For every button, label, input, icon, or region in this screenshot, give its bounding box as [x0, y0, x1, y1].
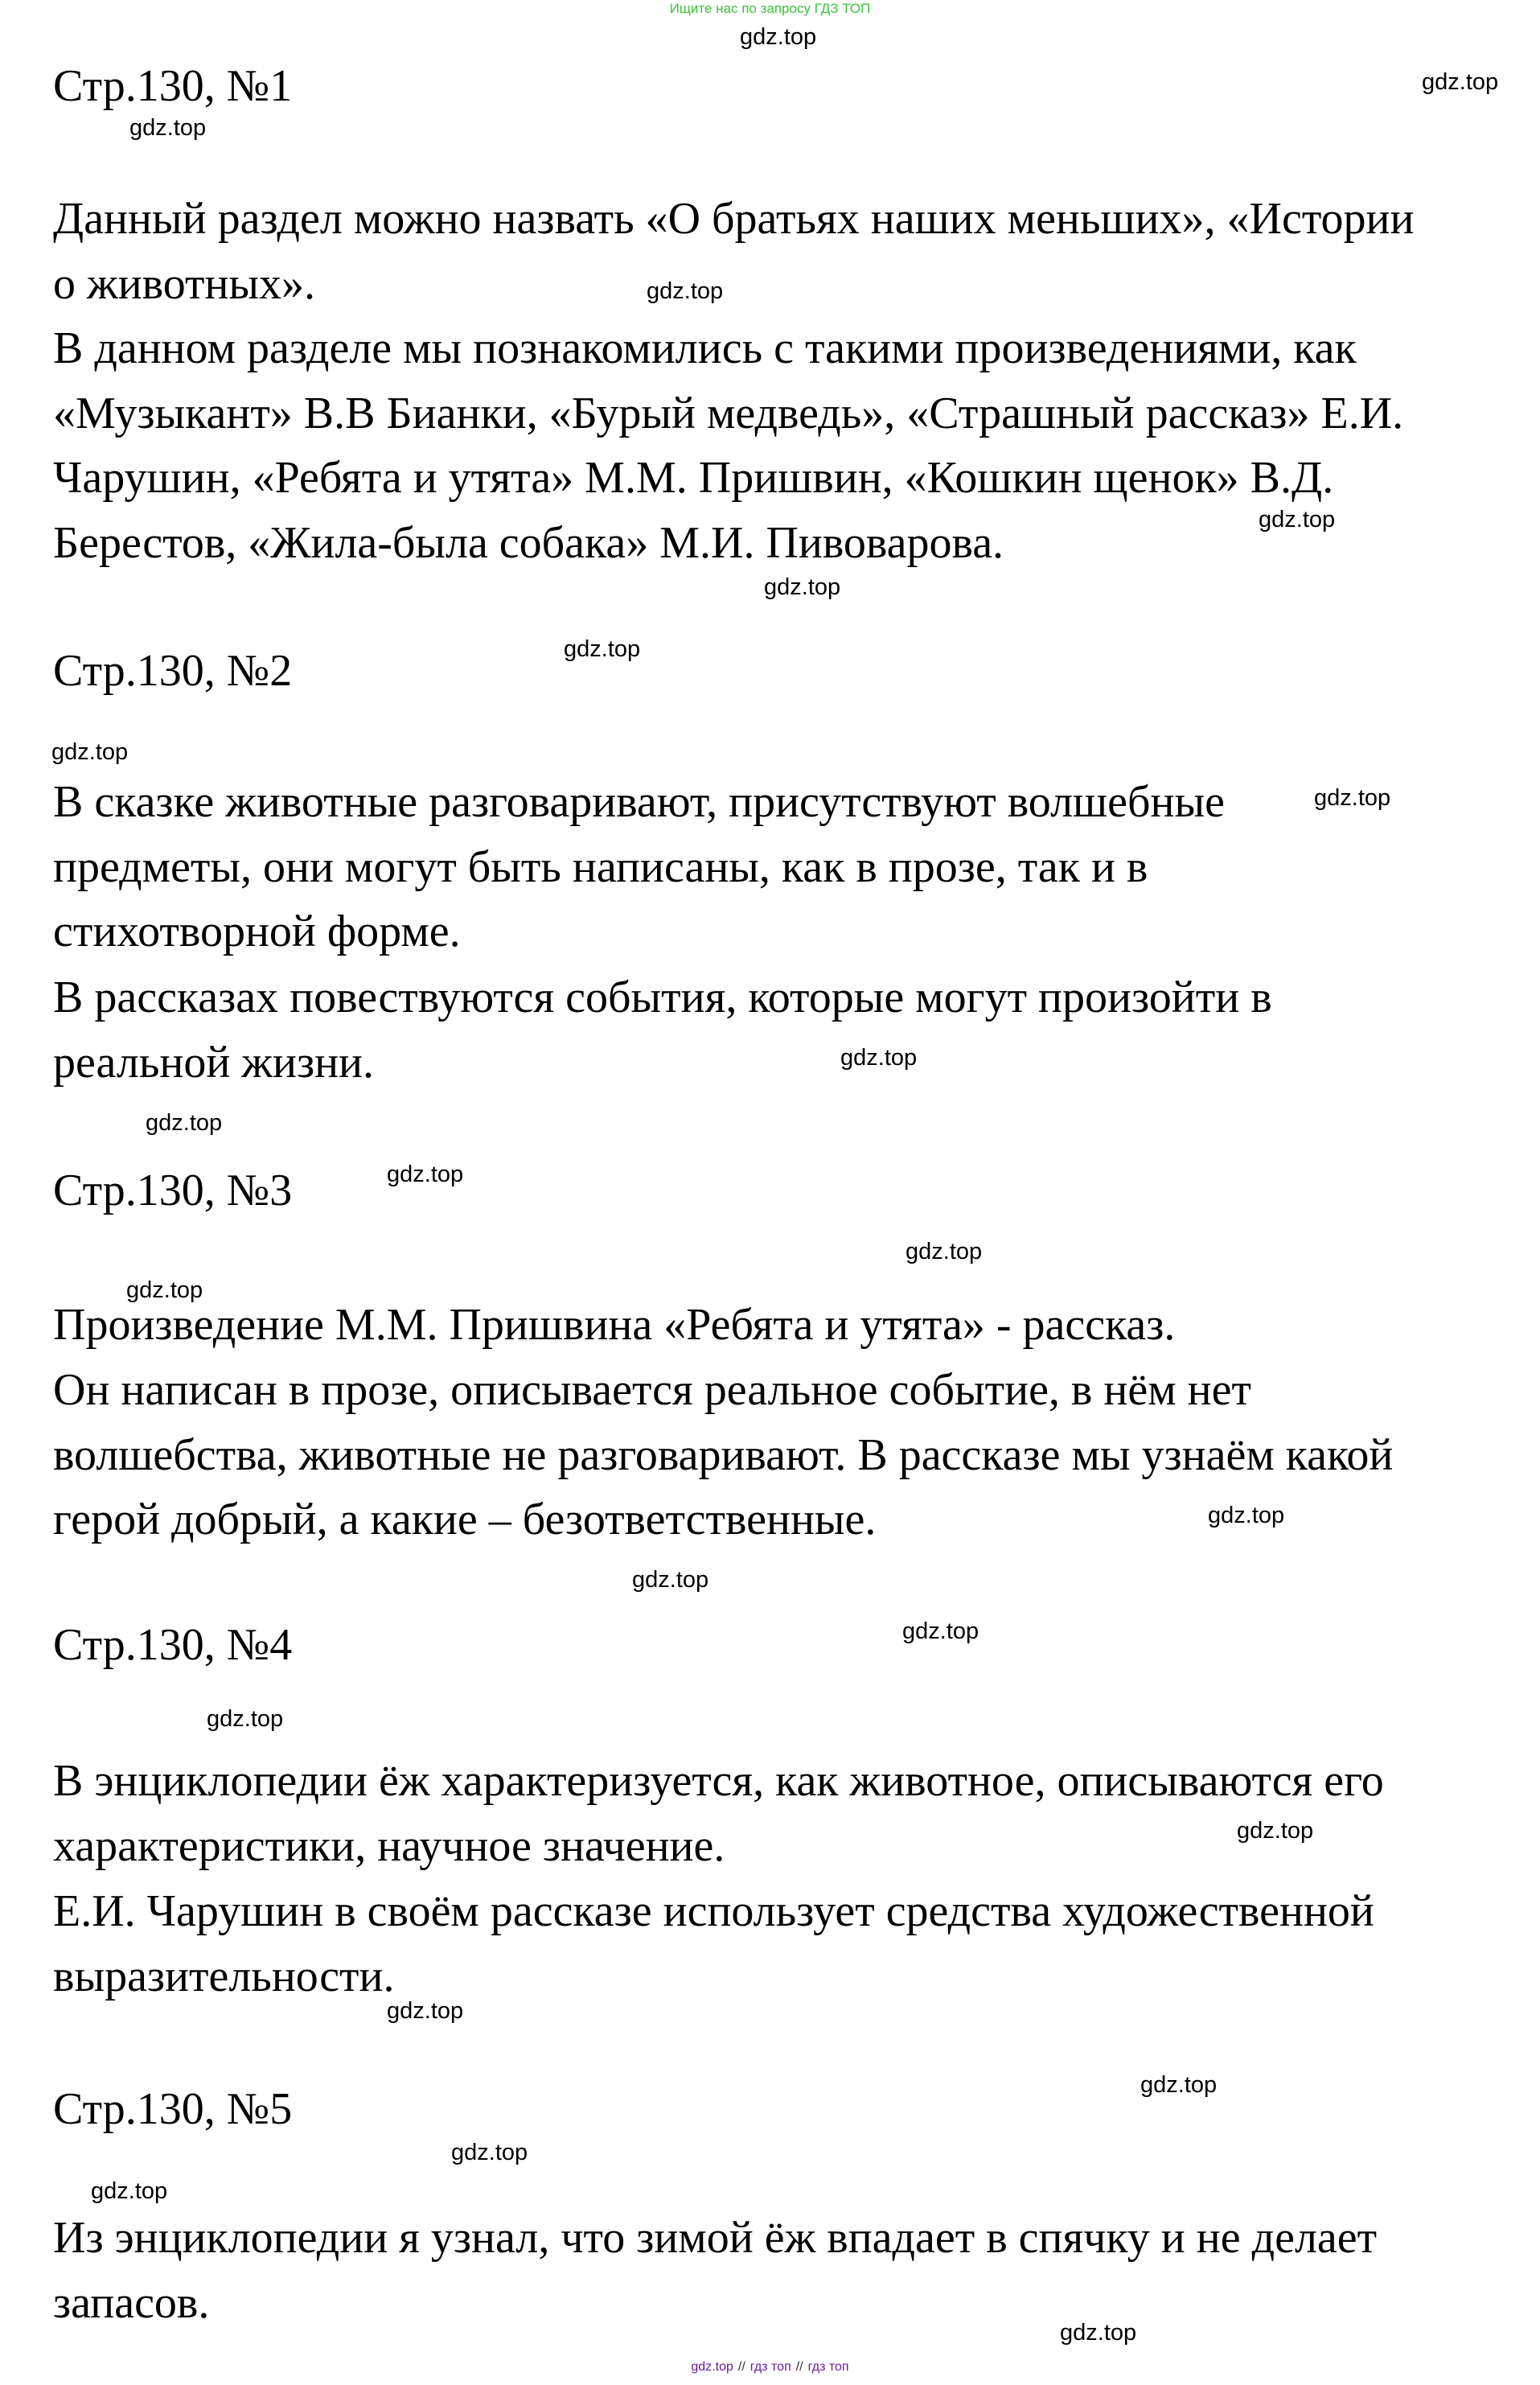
- watermark: gdz.top: [51, 739, 129, 765]
- watermark: gdz.top: [1314, 785, 1391, 811]
- footer-separator: //: [737, 2360, 745, 2374]
- watermark: gdz.top: [1259, 507, 1336, 533]
- watermark: gdz.top: [91, 2178, 168, 2204]
- text-line: «Музыкант» В.В Бианки, «Бурый медведь», «Страшный рассказ» Е.И.: [53, 388, 1404, 438]
- section-3-paragraph-1: [53, 1293, 1501, 1358]
- text-line: В энциклопедии ёж характеризуется, как животное, описываются его: [53, 1756, 1384, 1806]
- section-heading-1: Стр.130, №1: [53, 61, 293, 111]
- footer-separator: //: [795, 2360, 803, 2374]
- text-line: В данном разделе мы познакомились с такими произведениями, как: [53, 323, 1357, 373]
- section-1-paragraph-1: [53, 187, 1501, 316]
- text-line: Произведение М.М. Пришвина «Ребята и утята» - рассказ.: [53, 1300, 1176, 1350]
- watermark: gdz.top: [564, 636, 641, 662]
- footer-links: [0, 2358, 1540, 2376]
- watermark: gdz.top: [146, 1110, 223, 1136]
- text-line: предметы, они могут быть написаны, как в прозе, так и в: [53, 841, 1148, 892]
- watermark: gdz.top: [906, 1239, 983, 1264]
- watermark: gdz.top: [764, 574, 841, 600]
- watermark: gdz.top: [1422, 69, 1499, 95]
- section-heading-4: Стр.130, №4: [53, 1620, 293, 1670]
- text-line: выразительности.: [53, 1951, 395, 2001]
- text-line: волшебства, животные не разговаривают. В рассказе мы узнаём какой: [53, 1429, 1394, 1480]
- watermark: gdz.top: [840, 1045, 918, 1071]
- section-4-paragraph-2: [53, 1879, 1501, 2009]
- top-banner[interactable]: [0, 0, 1540, 18]
- watermark: gdz.top: [1140, 2072, 1218, 2098]
- watermark: gdz.top: [1208, 1503, 1285, 1528]
- section-4-paragraph-1: [53, 1749, 1501, 1878]
- text-line: В рассказах повествуются события, которые могут произойти в: [53, 973, 1272, 1022]
- footer-link-gdz-top[interactable]: gdz.top: [691, 2360, 733, 2374]
- section-heading-5: Стр.130, №5: [53, 2084, 293, 2134]
- watermark: gdz.top: [1237, 1818, 1314, 1844]
- text-line: В сказке животные разговаривают, присутствуют волшебные: [53, 777, 1225, 827]
- section-1-paragraph-2: [53, 316, 1501, 575]
- text-line: стихотворной форме.: [53, 907, 461, 956]
- watermark: gdz.top: [387, 1162, 464, 1187]
- watermark: gdz.top: [207, 1706, 284, 1732]
- watermark: gdz.top: [1060, 2320, 1137, 2346]
- watermark: gdz.top: [740, 24, 817, 50]
- text-line: характеристики, научное значение.: [53, 1820, 725, 1871]
- watermark: gdz.top: [902, 1618, 979, 1644]
- text-line: Берестов, «Жила-была собака» М.И. Пивоварова.: [53, 517, 1004, 568]
- text-line: запасов.: [53, 2277, 210, 2328]
- watermark: gdz.top: [647, 278, 724, 304]
- banner-link[interactable]: Ищите нас по запросу ГДЗ ТОП: [669, 1, 871, 16]
- text-line: Он написан в прозе, описывается реальное событие, в нём нет: [53, 1365, 1251, 1415]
- watermark: gdz.top: [126, 1277, 203, 1303]
- watermark: gdz.top: [387, 1998, 464, 2024]
- section-2-paragraph-1: [53, 770, 1501, 964]
- section-5-paragraph-1: [53, 2206, 1501, 2335]
- footer-link-gdz-top-ru-2[interactable]: гдз топ: [807, 2360, 849, 2374]
- section-2-paragraph-2: [53, 965, 1501, 1095]
- text-line: о животных».: [53, 258, 316, 309]
- section-heading-3: Стр.130, №3: [53, 1166, 293, 1215]
- text-line: Чарушин, «Ребята и утята» М.М. Пришвин, «Кошкин щенок» В.Д.: [53, 453, 1334, 503]
- watermark: gdz.top: [632, 1567, 709, 1593]
- text-line: Из энциклопедии я узнал, что зимой ёж впадает в спячку и не делает: [53, 2213, 1378, 2263]
- text-line: герой добрый, а какие – безответственные.: [53, 1495, 877, 1544]
- text-line: Е.И. Чарушин в своём рассказе использует средства художественной: [53, 1886, 1374, 1936]
- section-heading-2: Стр.130, №2: [53, 646, 293, 696]
- text-line: Данный раздел можно назвать «О братьях наших меньших», «Истории: [53, 194, 1415, 244]
- watermark: gdz.top: [129, 115, 207, 141]
- text-line: реальной жизни.: [53, 1037, 375, 1088]
- footer-link-gdz-top-ru[interactable]: гдз топ: [749, 2360, 791, 2374]
- watermark: gdz.top: [451, 2140, 528, 2165]
